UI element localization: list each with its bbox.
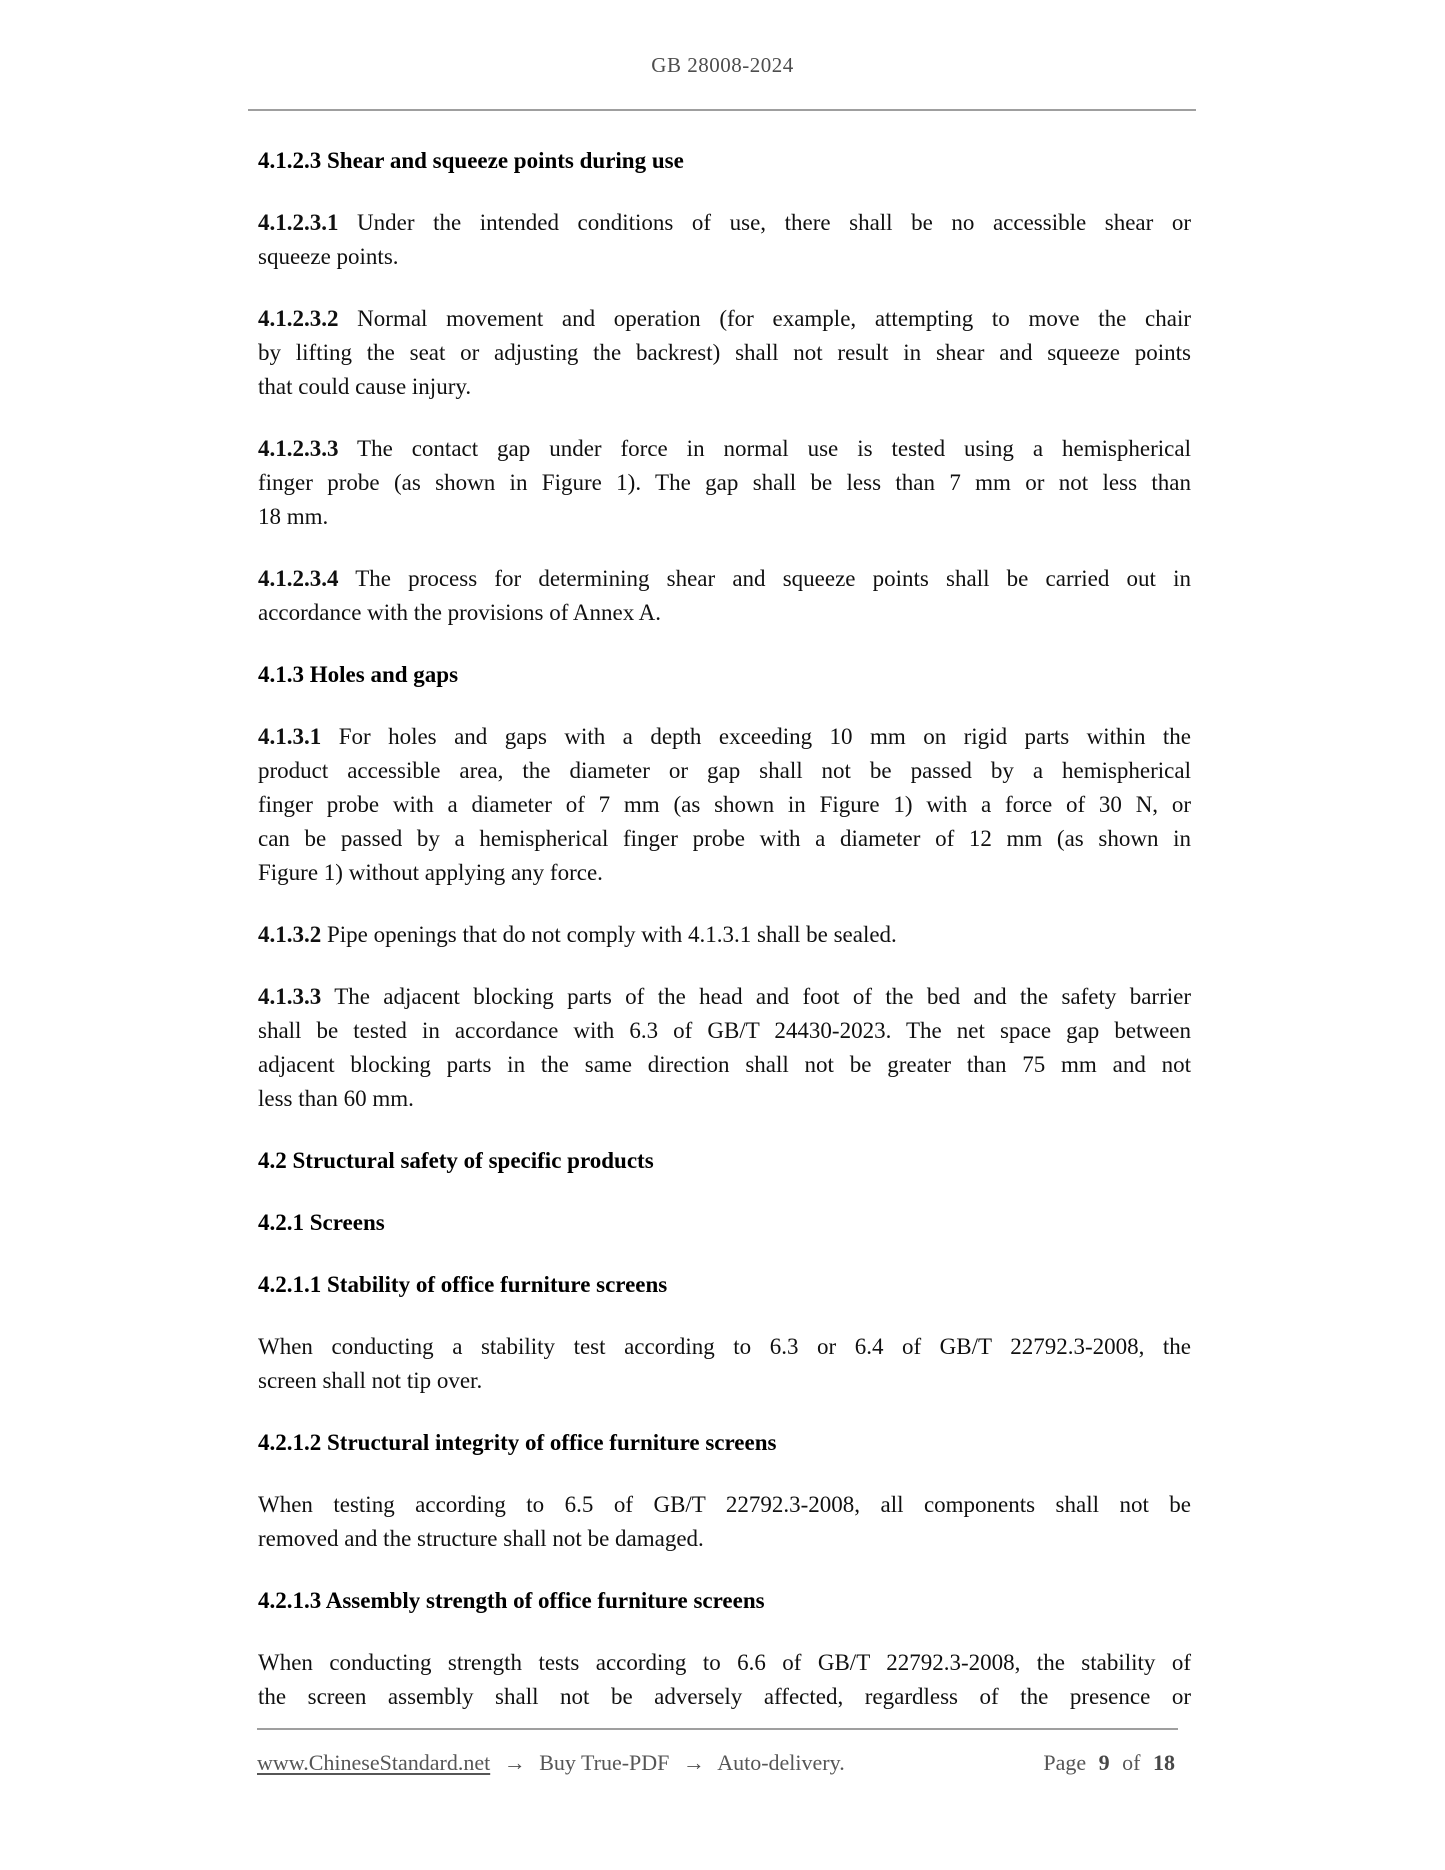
section-heading — [258, 658, 1191, 692]
of-word: of — [1122, 1750, 1141, 1775]
page-footer — [257, 1748, 1175, 1778]
text-line: by lifting the seat or adjusting the backrest) shall not result in shear and squeeze points — [258, 340, 1191, 365]
current-page-number: 9 — [1098, 1750, 1110, 1775]
section-heading — [258, 1206, 1191, 1240]
text-line: screen shall not tip over. — [258, 1368, 483, 1393]
header-rule — [248, 109, 1196, 111]
text-line: 4.1.2.3.2 Normal movement and operation (for example, attempting to move the chair — [258, 306, 1191, 331]
text-line: 4.1.2.3.3 The contact gap under force in normal use is tested using a hemispherical — [258, 436, 1191, 461]
text-line: 4.2.1 Screens — [258, 1210, 385, 1235]
text-line: 4.1.3.1 For holes and gaps with a depth exceeding 10 mm on rigid parts within the — [258, 724, 1191, 749]
paragraph — [258, 980, 1191, 1116]
text-line: 18 mm. — [258, 504, 329, 529]
section-heading — [258, 1144, 1191, 1178]
section-heading — [258, 144, 1191, 178]
page-indicator — [1043, 1748, 1175, 1778]
paragraph — [258, 206, 1191, 274]
paragraph — [258, 720, 1191, 890]
arrow-right-icon: → — [503, 1750, 526, 1775]
arrow-right-icon: → — [682, 1750, 705, 1775]
text-line: accordance with the provisions of Annex A. — [258, 600, 662, 625]
text-line: 4.1.3.2 Pipe openings that do not comply with 4.1.3.1 shall be sealed. — [258, 922, 897, 947]
text-line: 4.2.1.3 Assembly strength of office furniture screens — [258, 1588, 765, 1613]
text-line: 4.1.2.3.4 The process for determining shear and squeeze points shall be carried out in — [258, 566, 1191, 591]
paragraph — [258, 1330, 1191, 1398]
text-line: 4.1.2.3 Shear and squeeze points during use — [258, 148, 684, 173]
section-heading — [258, 1426, 1191, 1460]
text-line: shall be tested in accordance with 6.3 of GB/T 24430-2023. The net space gap between — [258, 1018, 1191, 1043]
text-line: 4.1.3 Holes and gaps — [258, 662, 459, 687]
total-page-number: 18 — [1153, 1750, 1175, 1775]
footer-left — [257, 1748, 845, 1778]
text-line: 4.1.3.3 The adjacent blocking parts of the head and foot of the bed and the safety barrier — [258, 984, 1191, 1009]
text-line: 4.2.1.2 Structural integrity of office furniture screens — [258, 1430, 777, 1455]
paragraph — [258, 432, 1191, 534]
text-line: When testing according to 6.5 of GB/T 22792.3-2008, all components shall not be — [258, 1492, 1191, 1517]
footer-link[interactable]: www.ChineseStandard.net — [257, 1750, 491, 1775]
paragraph — [258, 562, 1191, 630]
text-line: 4.2 Structural safety of specific products — [258, 1148, 654, 1173]
footer-buy-label: Buy True-PDF — [539, 1750, 670, 1775]
page-word: Page — [1043, 1750, 1087, 1775]
footer-rule — [257, 1728, 1178, 1730]
text-line: When conducting a stability test according to 6.3 or 6.4 of GB/T 22792.3-2008, the — [258, 1334, 1191, 1359]
paragraph — [258, 1646, 1191, 1714]
paragraph — [258, 1488, 1191, 1556]
text-line: removed and the structure shall not be damaged. — [258, 1526, 704, 1551]
paragraph — [258, 302, 1191, 404]
text-line: squeeze points. — [258, 244, 399, 269]
section-heading — [258, 1268, 1191, 1302]
text-line: product accessible area, the diameter or gap shall not be passed by a hemispherical — [258, 758, 1191, 783]
paragraph — [258, 918, 1191, 952]
text-line: adjacent blocking parts in the same direction shall not be greater than 75 mm and not — [258, 1052, 1191, 1077]
section-heading — [258, 1584, 1191, 1618]
text-line: can be passed by a hemispherical finger probe with a diameter of 12 mm (as shown in — [258, 826, 1191, 851]
text-line: the screen assembly shall not be adversely affected, regardless of the presence or — [258, 1684, 1191, 1709]
text-line: 4.2.1.1 Stability of office furniture screens — [258, 1272, 668, 1297]
text-line: When conducting strength tests according to 6.6 of GB/T 22792.3-2008, the stability of — [258, 1650, 1191, 1675]
page-header-title: GB 28008-2024 — [651, 53, 794, 77]
text-line: less than 60 mm. — [258, 1086, 414, 1111]
text-line: finger probe (as shown in Figure 1). The gap shall be less than 7 mm or not less than — [258, 470, 1191, 495]
text-line: finger probe with a diameter of 7 mm (as shown in Figure 1) with a force of 30 N, or — [258, 792, 1191, 817]
document-body — [258, 144, 1191, 1714]
text-line: that could cause injury. — [258, 374, 472, 399]
text-line: 4.1.2.3.1 Under the intended conditions of use, there shall be no accessible shear or — [258, 210, 1191, 235]
footer-delivery-label: Auto-delivery. — [717, 1750, 845, 1775]
text-line: Figure 1) without applying any force. — [258, 860, 603, 885]
